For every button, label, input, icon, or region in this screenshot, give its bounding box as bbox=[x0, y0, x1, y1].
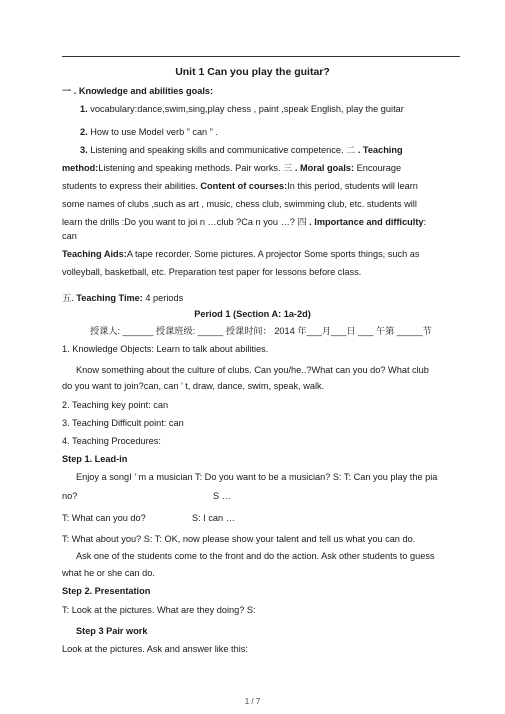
procedures: 4. Teaching Procedures: bbox=[62, 436, 161, 446]
item-text: Listening and speaking skills and communicative competence. 二 bbox=[87, 145, 358, 155]
content-drills: learn the drills :Do you want to joi n …club ?Ca n you …? 四 bbox=[62, 217, 310, 227]
page-title: Unit 1 Can you play the guitar? bbox=[175, 66, 330, 78]
t-what-line: T: What can you do? bbox=[62, 513, 146, 523]
moral-line2: students to express their abilities. bbox=[62, 181, 201, 191]
item-skills bbox=[80, 144, 403, 156]
item-vocabulary bbox=[80, 103, 404, 115]
meta-line: 授课人: ______ 授课班级: _____ 授课时间： 2014 年___月___日 ___ 午第 _____节 bbox=[90, 326, 432, 336]
time-label: Teaching Time: bbox=[76, 293, 143, 303]
importance-colon: : bbox=[423, 217, 427, 227]
content-label: Content of courses: bbox=[200, 181, 288, 191]
enjoy-line-2a: no? bbox=[62, 491, 78, 501]
aids-text: A tape recorder. Some pictures. A projector Some sports things, such as bbox=[126, 249, 420, 259]
content-line bbox=[62, 180, 418, 192]
key-point: 2. Teaching key point: can bbox=[62, 400, 169, 410]
step2-heading: Step 2. Presentation bbox=[62, 586, 151, 596]
look-ask-line: Look at the pictures. Ask and answer like this: bbox=[62, 644, 248, 654]
item-text: vocabulary:dance,swim,sing,play chess , paint ,speak English, play the guitar bbox=[87, 104, 404, 114]
item-text: How to use Model verb ” can ” . bbox=[87, 127, 218, 137]
t-look-line: T: Look at the pictures. What are they doing? S: bbox=[62, 605, 256, 615]
content-line-3 bbox=[62, 216, 426, 228]
ask-line-2: what he or she can do. bbox=[62, 568, 155, 578]
t-about-line: T: What about you? S: T: OK, now please show your talent and tell us what you can do. bbox=[62, 534, 416, 544]
difficult-point: 3. Teaching Difficult point: can bbox=[62, 418, 184, 428]
time-text: 4 periods bbox=[142, 293, 184, 303]
step3-heading: Step 3 Pair work bbox=[76, 626, 148, 636]
method-label: method: bbox=[62, 163, 99, 173]
item-modal-verb bbox=[80, 126, 218, 138]
content-text: In this period, students will learn bbox=[287, 181, 418, 191]
teaching-time-line bbox=[62, 292, 183, 304]
item-number: 1. bbox=[80, 104, 88, 114]
period-title: Period 1 (Section A: 1a-2d) bbox=[194, 309, 311, 319]
s-ican-line: S: I can … bbox=[192, 513, 235, 523]
content-line-2: some names of clubs ,such as art , music, chess club, swimming club, etc. students will bbox=[62, 199, 417, 209]
aids-line bbox=[62, 248, 419, 260]
moral-label: . Moral goals: bbox=[294, 163, 355, 173]
knowledge-objects: 1. Knowledge Objects: Learn to talk about abilities. bbox=[62, 344, 269, 354]
enjoy-line-2b: S … bbox=[213, 491, 231, 501]
aids-line-2: volleyball, basketball, etc. Preparation test paper for lessons before class. bbox=[62, 267, 362, 277]
aids-label: Teaching Aids: bbox=[62, 249, 127, 259]
culture-line-2: do you want to join?can, can ’ t, draw, dance, swim, speak, walk. bbox=[62, 381, 325, 391]
culture-line-1: Know something about the culture of clubs. Can you/he..?What can you do? What club bbox=[76, 365, 429, 375]
page-number: 1 / 7 bbox=[244, 697, 261, 706]
section-heading-knowledge: 一 . Knowledge and abilities goals: bbox=[62, 86, 214, 96]
content-line-4: can bbox=[62, 231, 77, 241]
ask-line-1: Ask one of the students come to the front and do the action. Ask other students to guess bbox=[76, 551, 435, 561]
step1-heading: Step 1. Lead-in bbox=[62, 454, 128, 464]
item-number: 3. bbox=[80, 145, 88, 155]
item-number: 2. bbox=[80, 127, 88, 137]
header-rule bbox=[62, 56, 460, 57]
moral-text: Encourage bbox=[354, 163, 402, 173]
enjoy-line-1: Enjoy a songI ’ m a musician T: Do you want to be a musician? S: T: Can you play the pia bbox=[76, 472, 438, 482]
importance-label: . Importance and difficulty bbox=[309, 217, 424, 227]
time-prefix: 五. bbox=[62, 293, 77, 303]
method-text: Listening and speaking methods. Pair works. 三 bbox=[98, 163, 295, 173]
method-line bbox=[62, 162, 401, 174]
teaching-label: . Teaching bbox=[357, 145, 403, 155]
